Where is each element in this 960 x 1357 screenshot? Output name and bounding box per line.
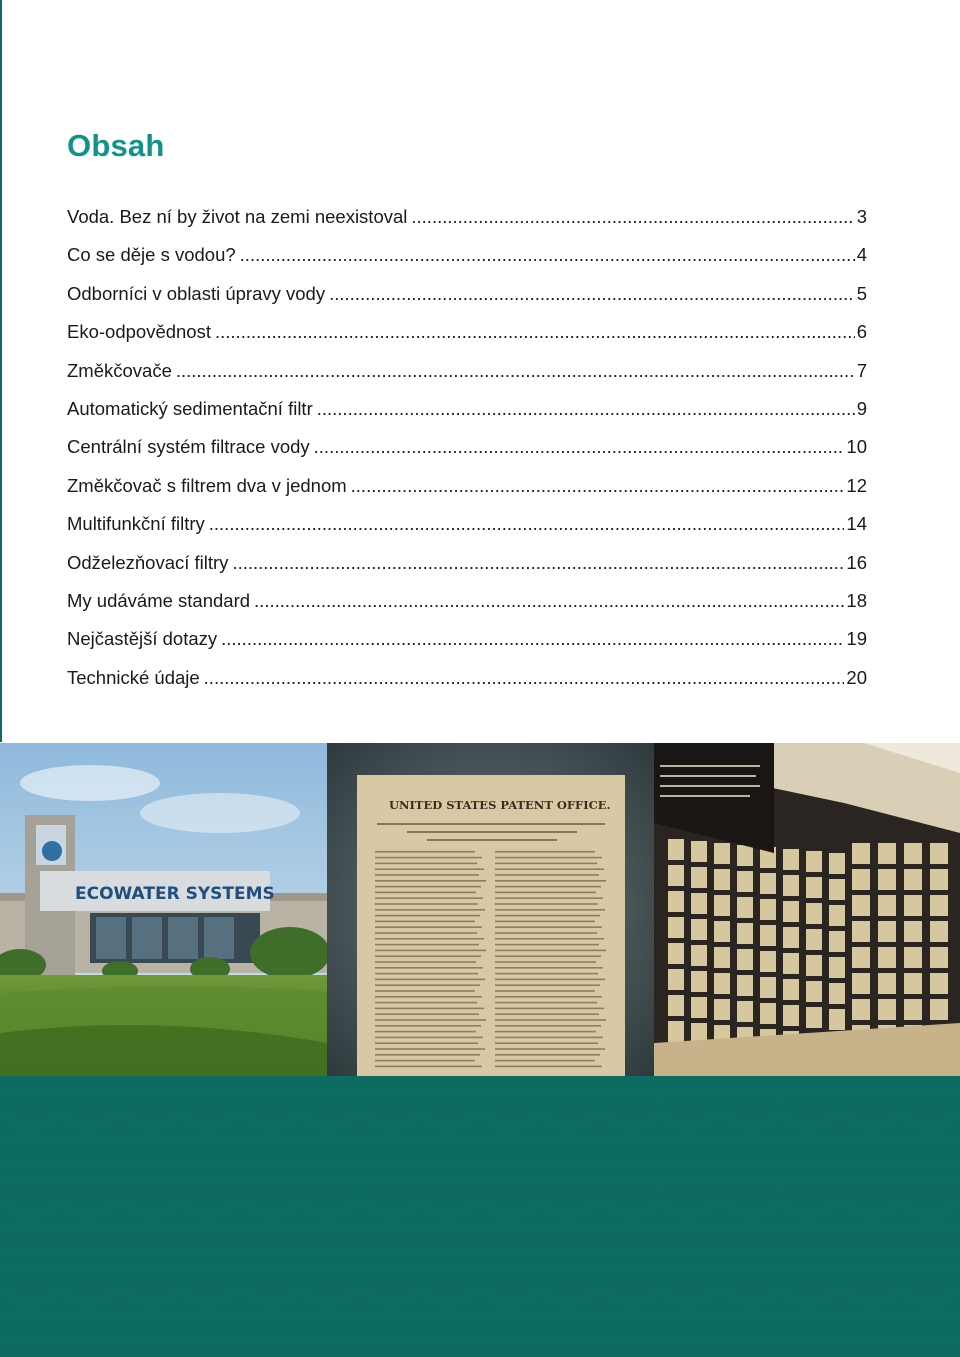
patent-text-line <box>495 868 604 870</box>
patent-text-line <box>375 1054 480 1056</box>
toc-leader-dots <box>240 244 850 266</box>
toc-entry-label: Centrální systém filtrace vody <box>67 436 310 458</box>
toc-leader-dots <box>317 398 855 420</box>
patent-text-line <box>375 926 482 928</box>
patent-text-line <box>495 857 602 859</box>
patent-frame <box>806 877 822 898</box>
table-of-contents <box>67 206 867 705</box>
patent-frame <box>668 839 684 860</box>
toc-leader-dots <box>351 475 845 497</box>
patent-text-line <box>375 863 477 865</box>
patent-frame <box>668 1021 684 1042</box>
patent-text-line <box>375 886 481 888</box>
patent-frame <box>783 849 799 870</box>
photo-headquarters-building <box>0 743 327 1076</box>
patent-frame <box>691 893 707 914</box>
patent-frame <box>737 1001 753 1022</box>
toc-entry-label: Odželezňovací filtry <box>67 551 229 573</box>
patent-frame <box>930 843 948 864</box>
toc-entry[interactable] <box>67 206 867 244</box>
patent-text-line <box>375 967 483 969</box>
patent-frame <box>930 895 948 916</box>
toc-entry-page: 16 <box>846 551 867 573</box>
patent-frame <box>904 921 922 942</box>
toc-entry-label: My udáváme standard <box>67 589 251 611</box>
patent-text-line <box>375 897 483 899</box>
toc-leader-dots <box>176 360 855 382</box>
toc-entry[interactable] <box>67 360 867 398</box>
patent-text-line <box>495 909 605 911</box>
patent-text-line <box>495 973 598 975</box>
page-title: Obsah <box>67 128 165 163</box>
patent-text-line <box>375 996 482 998</box>
toc-entry[interactable] <box>67 552 867 590</box>
patent-text-line <box>495 915 600 917</box>
patent-text-line <box>495 851 595 853</box>
patent-text-line <box>495 938 604 940</box>
toc-entry-page: 7 <box>856 359 867 381</box>
patent-text-line <box>495 950 606 952</box>
toc-leader-dots <box>209 513 845 535</box>
patent-frame <box>737 845 753 866</box>
patent-text-line <box>375 1037 483 1039</box>
patent-text-line <box>495 1054 600 1056</box>
patent-text-line <box>495 979 605 981</box>
toc-leader-dots <box>329 283 855 305</box>
toc-entry[interactable] <box>67 321 867 359</box>
patent-illustration <box>327 743 654 1076</box>
patent-text-line <box>495 1008 604 1010</box>
patent-frame <box>904 947 922 968</box>
patent-frame <box>806 903 822 924</box>
toc-entry-label: Automatický sedimentační filtr <box>67 397 313 419</box>
patent-text-line <box>375 1025 481 1027</box>
patent-frame <box>760 1003 776 1024</box>
toc-entry-label: Změkčovače <box>67 359 172 381</box>
toc-entry-label: Voda. Bez ní by život na zemi neexistoval <box>67 206 408 227</box>
wave-line <box>0 1136 960 1140</box>
patent-text-line <box>495 1042 598 1044</box>
building-sign-text: ECOWATER SYSTEMS <box>75 884 275 904</box>
patent-frame <box>930 921 948 942</box>
patent-frame <box>783 953 799 974</box>
toc-entry[interactable] <box>67 398 867 436</box>
patent-frame <box>714 947 730 968</box>
patent-frame <box>806 851 822 872</box>
patent-text-line <box>495 874 599 876</box>
patent-text-line <box>495 892 596 894</box>
patent-frame <box>904 869 922 890</box>
patent-text-line <box>495 932 597 934</box>
toc-leader-dots <box>221 628 844 650</box>
patent-frame <box>852 999 870 1020</box>
patent-text-line <box>375 961 476 963</box>
patent-frame <box>783 1005 799 1026</box>
patent-frame <box>714 999 730 1020</box>
patent-frame <box>691 971 707 992</box>
toc-entry[interactable] <box>67 590 867 628</box>
toc-entry-page: 20 <box>846 666 867 688</box>
toc-entry-label: Eko-odpovědnost <box>67 321 211 343</box>
patent-frame <box>668 891 684 912</box>
patent-frame <box>904 895 922 916</box>
patent-text-line <box>375 909 485 911</box>
patent-frame <box>852 947 870 968</box>
photo-patent-document <box>327 743 654 1076</box>
toc-entry[interactable] <box>67 283 867 321</box>
patent-frame <box>783 979 799 1000</box>
patent-text-line <box>495 926 602 928</box>
patent-frame <box>691 919 707 940</box>
toc-entry[interactable] <box>67 628 867 666</box>
patent-text-line <box>495 863 597 865</box>
patent-text-line <box>375 880 486 882</box>
patent-text-line <box>375 932 477 934</box>
patent-text-line <box>495 967 603 969</box>
patent-frame <box>806 981 822 1002</box>
teal-footer-band <box>0 1076 960 1357</box>
patent-frame <box>806 1007 822 1028</box>
patent-frame <box>668 943 684 964</box>
patent-text-line <box>495 1066 602 1068</box>
patent-text-line <box>495 1031 596 1033</box>
patent-frame <box>714 869 730 890</box>
patent-text-line <box>375 1031 476 1033</box>
patent-frame <box>904 973 922 994</box>
wave-line <box>0 1294 960 1298</box>
wave-line <box>0 1224 960 1228</box>
patent-text-line <box>495 961 596 963</box>
patent-frame <box>691 997 707 1018</box>
patent-frame <box>829 1009 845 1030</box>
patent-frame <box>691 945 707 966</box>
patent-frame <box>852 973 870 994</box>
patent-frame <box>878 999 896 1020</box>
patent-text-line <box>375 915 480 917</box>
patent-text-line <box>375 984 480 986</box>
patent-text-line <box>495 1013 599 1015</box>
patent-text-line <box>375 1008 484 1010</box>
patent-frame <box>737 923 753 944</box>
patent-frame <box>783 901 799 922</box>
wave-line <box>0 1206 960 1210</box>
patent-frame <box>760 873 776 894</box>
patent-frame <box>878 869 896 890</box>
patent-frame <box>930 973 948 994</box>
wave-line <box>0 1268 960 1272</box>
patent-frame <box>760 925 776 946</box>
patent-frame <box>668 865 684 886</box>
patent-header-text: UNITED STATES PATENT OFFICE. <box>389 798 611 812</box>
patent-frame <box>691 867 707 888</box>
patent-frame <box>783 875 799 896</box>
toc-leader-dots <box>314 436 845 458</box>
patent-frame <box>760 977 776 998</box>
patent-text-line <box>495 955 601 957</box>
patent-frame <box>806 929 822 950</box>
patent-frame <box>878 947 896 968</box>
toc-entry-page: 6 <box>856 321 867 343</box>
patent-text-line <box>375 1019 486 1021</box>
patent-frame <box>691 841 707 862</box>
patent-frame <box>714 895 730 916</box>
patent-frame <box>904 843 922 864</box>
patent-text-line <box>495 1019 606 1021</box>
patent-frame <box>829 905 845 926</box>
patent-frame <box>668 995 684 1016</box>
patent-text-line <box>375 944 479 946</box>
patent-frame <box>852 869 870 890</box>
photo-strip <box>0 743 960 1076</box>
toc-entry-page: 3 <box>856 206 867 227</box>
wave-line <box>0 1092 960 1096</box>
toc-entry-page: 18 <box>846 589 867 611</box>
patent-text-line <box>495 903 598 905</box>
patent-frame <box>737 949 753 970</box>
toc-entry-page: 14 <box>846 513 867 535</box>
patent-text-line <box>375 1042 478 1044</box>
patent-frame <box>760 951 776 972</box>
building-illustration <box>0 743 327 1076</box>
patent-frame <box>930 869 948 890</box>
patent-frame <box>714 921 730 942</box>
patent-text-line <box>375 1060 475 1062</box>
patent-frame <box>714 843 730 864</box>
patent-frame <box>668 969 684 990</box>
wave-line <box>0 1162 960 1166</box>
patent-frame <box>829 957 845 978</box>
toc-entry-label: Nejčastější dotazy <box>67 628 218 650</box>
toc-entry-page: 12 <box>846 474 867 496</box>
patent-frame <box>930 999 948 1020</box>
patent-frame <box>783 927 799 948</box>
toc-entry-page: 19 <box>846 628 867 650</box>
toc-entry[interactable] <box>67 667 867 705</box>
toc-leader-dots <box>254 590 844 612</box>
wave-line <box>0 1118 960 1122</box>
patent-frame <box>878 843 896 864</box>
patent-text-line <box>375 990 475 992</box>
toc-entry-label: Odborníci v oblasti úpravy vody <box>67 282 326 304</box>
patent-text-line <box>495 880 606 882</box>
patent-frame <box>930 947 948 968</box>
toc-leader-dots <box>232 552 844 574</box>
wave-line <box>0 1338 960 1342</box>
patent-text-line <box>375 874 479 876</box>
toc-entry-label: Co se děje s vodou? <box>67 244 236 266</box>
patent-text-line <box>375 1002 477 1004</box>
patent-text-line <box>495 1048 605 1050</box>
patent-text-line <box>375 973 478 975</box>
patent-text-line <box>495 1060 595 1062</box>
patent-text-line <box>375 903 478 905</box>
wave-line <box>0 1180 960 1184</box>
toc-entry-label: Změkčovač s filtrem dva v jednom <box>67 474 347 496</box>
patent-text-line <box>375 950 486 952</box>
toc-entry[interactable] <box>67 436 867 474</box>
toc-entry[interactable] <box>67 513 867 551</box>
patent-text-line <box>495 897 603 899</box>
patent-frame <box>737 897 753 918</box>
patent-frame <box>878 973 896 994</box>
patent-frame <box>829 879 845 900</box>
patent-frame <box>852 895 870 916</box>
patent-frame <box>904 999 922 1020</box>
wave-pattern <box>0 1076 960 1357</box>
patent-text-line <box>375 921 475 923</box>
patent-frame <box>806 955 822 976</box>
patent-text-line <box>375 1048 485 1050</box>
patent-frame <box>878 921 896 942</box>
toc-entry[interactable] <box>67 475 867 513</box>
patent-frame <box>737 975 753 996</box>
patent-text-line <box>375 857 482 859</box>
toc-entry-page: 5 <box>856 282 867 304</box>
patent-text-line <box>495 1002 597 1004</box>
patent-frame <box>737 871 753 892</box>
patent-wall-illustration <box>654 743 960 1076</box>
patent-frame <box>878 895 896 916</box>
patent-text-line <box>375 868 484 870</box>
patent-text-line <box>495 1025 601 1027</box>
patent-text-line <box>375 955 481 957</box>
patent-text-line <box>375 1013 479 1015</box>
patent-frame <box>829 931 845 952</box>
patent-text-line <box>375 851 475 853</box>
patent-text-line <box>495 1037 603 1039</box>
photo-patent-wall <box>654 743 960 1076</box>
patent-text-line <box>495 886 601 888</box>
toc-entry-page: 10 <box>846 436 867 458</box>
wave-line <box>0 1312 960 1316</box>
patent-frame <box>829 983 845 1004</box>
patent-text-line <box>375 938 484 940</box>
toc-entry-page: .4 <box>851 244 867 266</box>
toc-entry[interactable] <box>67 244 867 282</box>
left-accent-rule <box>0 0 2 742</box>
patent-frame <box>852 843 870 864</box>
wave-line <box>0 1250 960 1254</box>
patent-text-line <box>495 944 599 946</box>
patent-frame <box>829 853 845 874</box>
patent-frame <box>760 899 776 920</box>
toc-entry-page: 9 <box>856 397 867 419</box>
toc-leader-dots <box>215 321 855 343</box>
toc-entry-label: Technické údaje <box>67 666 200 688</box>
patent-text-line <box>495 990 595 992</box>
patent-frame <box>714 973 730 994</box>
patent-text-line <box>495 996 602 998</box>
toc-entry-label: Multifunkční filtry <box>67 513 205 535</box>
patent-frame <box>668 917 684 938</box>
toc-leader-dots <box>411 206 854 228</box>
toc-leader-dots <box>204 667 845 689</box>
patent-frame <box>852 921 870 942</box>
patent-text-line <box>375 979 485 981</box>
patent-text-line <box>495 921 595 923</box>
patent-text-line <box>375 892 476 894</box>
patent-text-line <box>375 1066 482 1068</box>
patent-text-line <box>495 984 600 986</box>
